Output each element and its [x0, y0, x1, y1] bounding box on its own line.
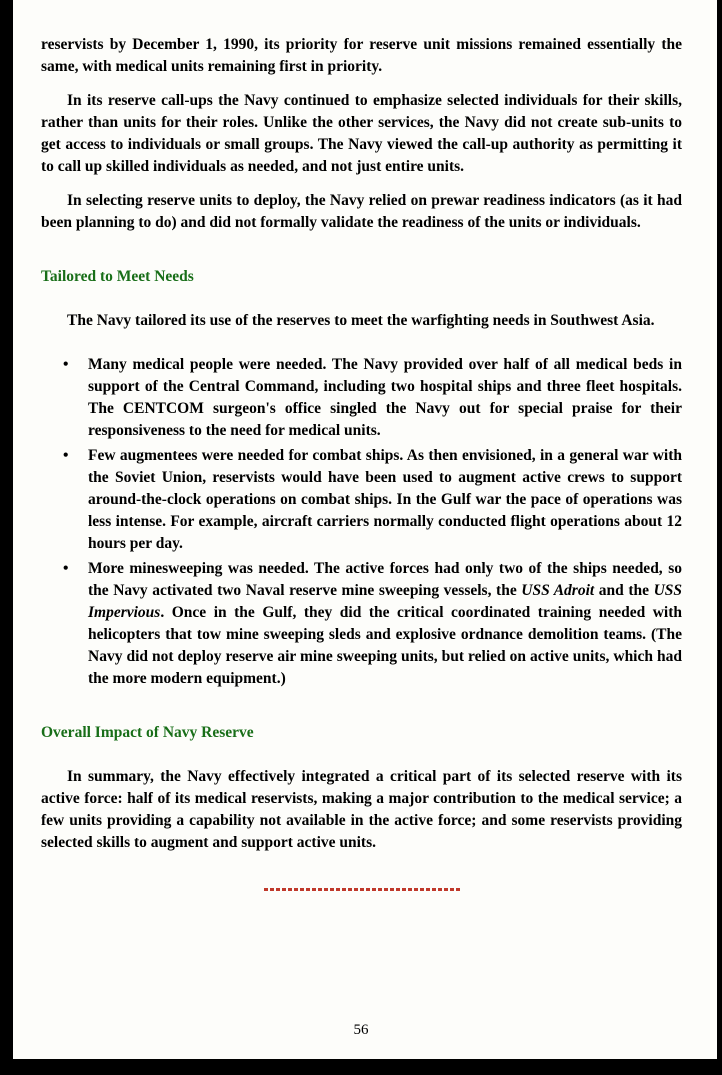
- scan-artifact-bottom-bar: [0, 1059, 722, 1075]
- list-item-minesweeping: [63, 558, 683, 690]
- list-item-text: [88, 560, 682, 687]
- ship-name-adroit: USS Adroit: [521, 582, 595, 599]
- list-item-medical: [63, 354, 682, 442]
- paragraph-reserve-callups: In its reserve call-ups the Navy continued to emphasize selected individuals for their skills, rather than units for their roles. Unlike the other services, the Navy did not create sub-units to get access to individuals or small groups. The Navy viewed the call-up authority as permitting it to call up skilled individuals as needed, and not just entire units.: [41, 92, 682, 175]
- list-item-text: Many medical people were needed. The Navy provided over half of all medical beds in support of the Central Command, including two hospital ships and three fleet hospitals. The CENTCOM surgeon's office singled the Navy out for special praise for their responsiveness to the need for medical units.: [88, 356, 682, 439]
- dashed-divider: [264, 888, 460, 891]
- list-item-text: Few augmentees were needed for combat ships. As then envisioned, in a general war with the Soviet Union, reservists would have been used to augment active crews to support around-the-clock operations on combat ships. In the Gulf war the pace of operations was less intense. For example, aircraft carriers normally conducted flight operations about 12 hours per day.: [88, 447, 682, 552]
- page-number: 56: [353, 1022, 369, 1038]
- bullet-icon: •: [63, 560, 69, 577]
- list-item-augmentees: [63, 445, 682, 555]
- scan-artifact-right-bar: [717, 0, 722, 1075]
- section-heading-tailored: Tailored to Meet Needs: [41, 268, 194, 285]
- list-item-text-part: and the: [594, 582, 654, 599]
- paragraph-tailored-intro: The Navy tailored its use of the reserves to meet the warfighting needs in Southwest Asia.: [67, 312, 655, 329]
- ship-name-impervious: USS Impervious: [88, 582, 683, 621]
- document-page: [41, 34, 682, 891]
- bullet-list: [41, 354, 682, 690]
- scan-artifact-left-bar: [0, 0, 13, 1075]
- list-item-text-part: . Once in the Gulf, they did the critical coordinated training needed with helicopters that tow mine sweeping sleds and explosive ordnance demolition teams. (The Navy did not deploy reserve air mine sweeping units, but relied on active units, which had the more modern equipment.): [88, 604, 682, 687]
- paragraph-summary: In summary, the Navy effectively integrated a critical part of its selected reserve with its active force: half of its medical reservists, making a major contribution to the medical service; a few units providing a capability not available in the active force; and some reservists providing selected skills to augment and support active units.: [41, 768, 682, 851]
- paragraph-selecting-units: In selecting reserve units to deploy, the Navy relied on prewar readiness indicators (as it had been planning to do) and did not formally validate the readiness of the units or individuals.: [41, 192, 682, 231]
- bullet-icon: •: [63, 356, 69, 373]
- list-item-text-part: More minesweeping was needed. The active forces had only two of the ships needed, so the Navy activated two Naval reserve mine sweeping vessels, the: [88, 560, 682, 599]
- bullet-icon: •: [63, 447, 69, 464]
- paragraph-continuation: reservists by December 1, 1990, its priority for reserve unit missions remained essentially the same, with medical units remaining first in priority.: [41, 36, 682, 75]
- section-heading-overall-impact: Overall Impact of Navy Reserve: [41, 724, 254, 741]
